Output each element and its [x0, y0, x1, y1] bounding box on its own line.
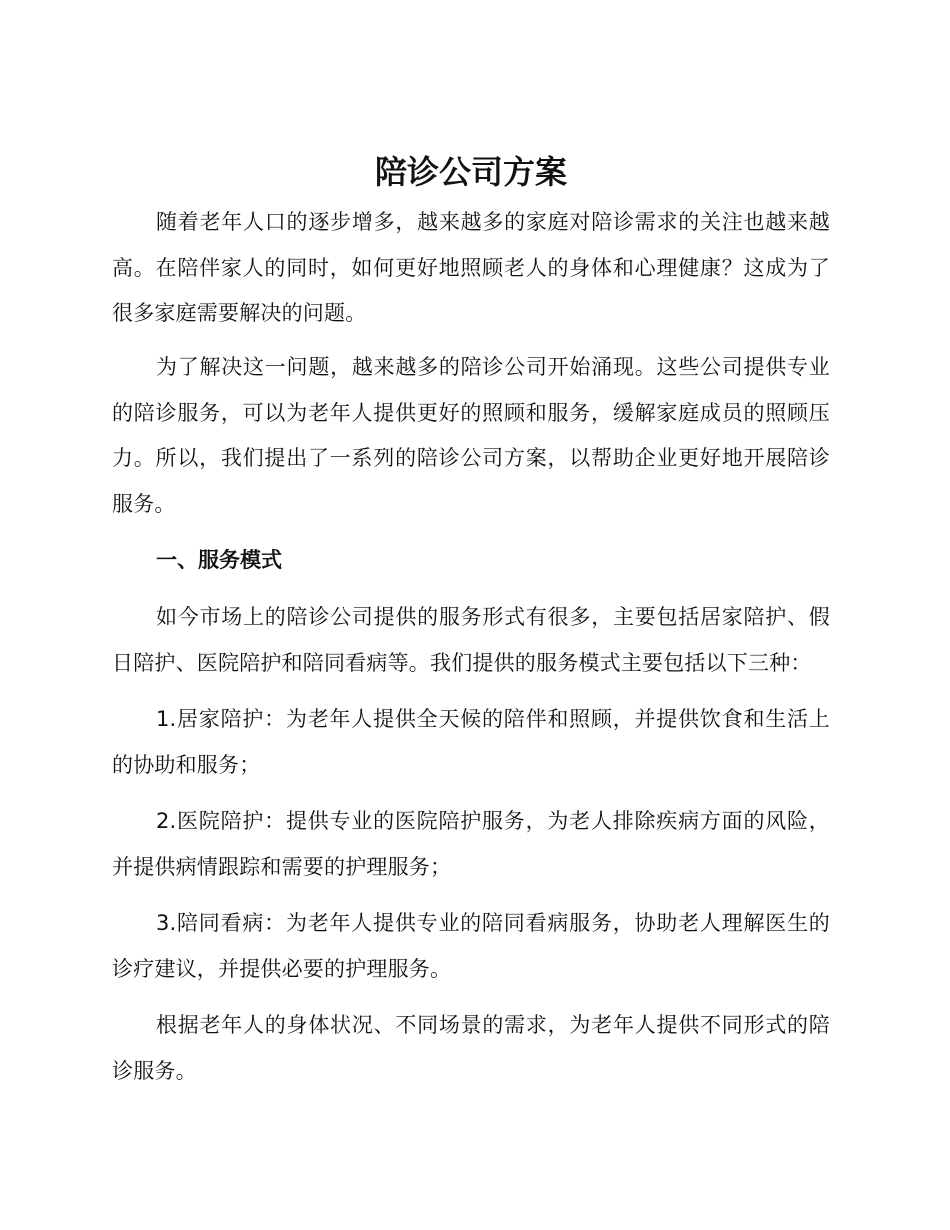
paragraph-intro: 随着老年人口的逐步增多，越来越多的家庭对陪诊需求的关注也越来越高。在陪伴家人的同时，如何更好地照顾老人的身体和心理健康？这成为了很多家庭需要解决的问题。: [112, 210, 830, 325]
list-item-home-care: 1.居家陪护：为老年人提供全天候的陪伴和照顾，并提供饮食和生活上的协助和服务；: [112, 707, 830, 777]
paragraph-solution: 为了解决这一问题，越来越多的陪诊公司开始涌现。这些公司提供专业的陪诊服务，可以为老年人提供更好的照顾和服务，缓解家庭成员的照顾压力。所以，我们提出了一系列的陪诊公司方案，以帮助企业更好地开展陪诊服务。: [112, 355, 830, 516]
section-heading-service-mode: 一、服务模式: [156, 548, 282, 572]
list-item-hospital-care: 2.医院陪护：提供专业的医院陪护服务，为老人排除疾病方面的风险，并提供病情跟踪和需要的护理服务；: [112, 809, 830, 879]
list-item-accompany-visit: 3.陪同看病：为老年人提供专业的陪同看病服务，协助老人理解医生的诊疗建议，并提供必要的护理服务。: [112, 911, 830, 981]
paragraph-service-intro: 如今市场上的陪诊公司提供的服务形式有很多，主要包括居家陪护、假日陪护、医院陪护和陪同看病等。我们提供的服务模式主要包括以下三种：: [112, 605, 830, 675]
page-title: 陪诊公司方案: [374, 153, 567, 191]
paragraph-service-closing: 根据老年人的身体状况、不同场景的需求，为老年人提供不同形式的陪诊服务。: [112, 1013, 830, 1083]
